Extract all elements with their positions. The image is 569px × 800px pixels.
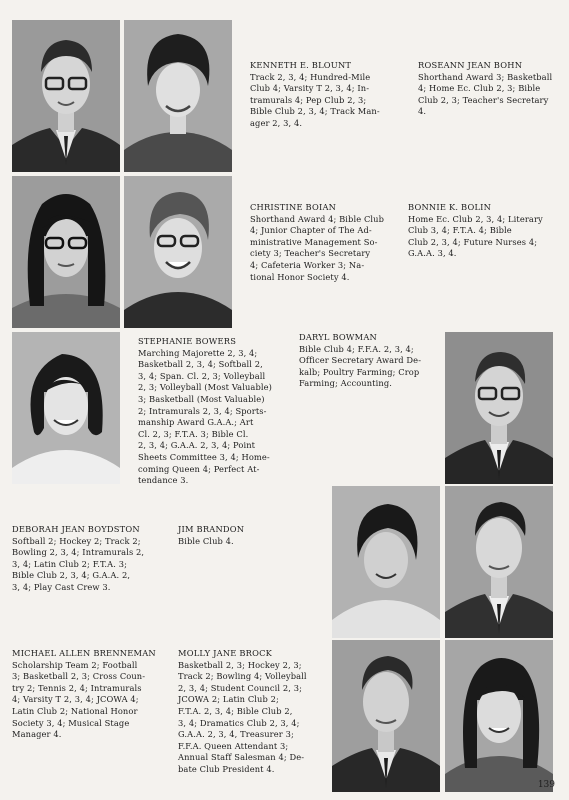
portrait-photo <box>12 20 120 172</box>
student-activities: Home Ec. Club 2, 3, 4; Literary Club 3, 4; F.T.A. 4; Bible Club 2, 3, 4; Future Nurses 4; G.A.A. 3, 4. <box>408 213 543 259</box>
student-entry <box>250 202 410 283</box>
student-activities: Shorthand Award 4; Bible Club 4; Junior Chapter of The Ad- ministrative Management So- ciety 3; Teacher's Secretary 4; Cafeteria Worker 3; Na- tional Honor Society 4. <box>250 213 385 282</box>
student-name: JIM BRANDON <box>178 524 245 534</box>
portrait-photo <box>445 486 553 638</box>
student-entry <box>299 332 439 390</box>
student-activities: Bible Club 4. <box>178 535 234 546</box>
portrait-photo <box>332 486 440 638</box>
student-name: MICHAEL ALLEN BRENNEMAN <box>12 648 156 658</box>
student-name: BONNIE K. BOLIN <box>408 202 492 212</box>
portrait-photo <box>12 176 120 328</box>
student-name: DEBORAH JEAN BOYDSTON <box>12 524 140 534</box>
page-number: 139 <box>537 780 555 790</box>
student-activities: Basketball 2, 3; Hockey 2, 3; Track 2; Bowling 4; Volleyball 2, 3, 4; Student Council 2, 3; JCOWA 2; Latin Club 2; F.T.A. 2, 3, 4; Bible Club 2, 3, 4; Dramatics Club 2, 3, 4; G.A.A. 2, 3, 4, Treasurer 3; F.F.A. Queen Attendant 3; Annual Staff Salesman 4; De- bate Club President 4. <box>178 659 307 774</box>
student-entry <box>408 202 558 260</box>
portrait-photo <box>12 332 120 484</box>
portrait-photo <box>332 640 440 792</box>
student-name: MOLLY JANE BROCK <box>178 648 273 658</box>
student-name: KENNETH E. BLOUNT <box>250 60 352 70</box>
student-activities: Softball 2; Hockey 2; Track 2; Bowling 2, 3, 4; Intramurals 2, 3, 4; Latin Club 2; F.T.A. 3; Bible Club 2, 3, 4; G.A.A. 2, 3, 4; Play Cast Crew 3. <box>12 535 145 592</box>
student-entry <box>178 524 318 547</box>
portrait-photo <box>445 332 553 484</box>
portrait-photo <box>124 176 232 328</box>
student-name: ROSEANN JEAN BOHN <box>418 60 523 70</box>
student-entry <box>250 60 410 130</box>
student-name: STEPHANIE BOWERS <box>138 336 237 346</box>
student-entry <box>418 60 558 118</box>
student-name: CHRISTINE BOIAN <box>250 202 337 212</box>
student-activities: Marching Majorette 2, 3, 4; Basketball 2, 3, 4; Softball 2, 3, 4; Span. Cl. 2, 3; Volleyball 2, 3; Volleyball (Most Valuable) 3; Basketball (Most Valuable) 2; Intramurals 2, 3, 4; Sports- manship Award G.A.A.; Art Cl. 2, 3; F.T.A. 3; Bible Cl. 2, 3, 4; G.A.A. 2, 3, 4; Point Sheets Committee 3, 4; Home- coming Queen 4; Perfect At- tendance 3. <box>138 347 272 486</box>
student-activities: Scholarship Team 2; Football 3; Basketball 2, 3; Cross Coun- try 2; Tennis 2, 4; Intramurals 4; Varsity T 2, 3, 4; JCOWA 4; Latin Club 2; National Honor Society 3, 4; Musical Stage Manager 4. <box>12 659 146 740</box>
student-activities: Track 2, 3, 4; Hundred-Mile Club 4; Varsity T 2, 3, 4; In- tramurals 4; Pep Club 2, 3; Bible Club 2, 3, 4; Track Man- ager 2, 3, 4. <box>250 71 380 128</box>
portrait-photo <box>124 20 232 172</box>
portrait-photo <box>445 640 553 792</box>
student-activities: Shorthand Award 3; Basketball 4; Home Ec. Club 2, 3; Bible Club 2, 3; Teacher's Secretary 4. <box>418 71 553 117</box>
student-name: DARYL BOWMAN <box>299 332 377 342</box>
student-activities: Bible Club 4; F.F.A. 2, 3, 4; Officer Secretary Award De- kalb; Poultry Farming; Crop Farming; Accounting. <box>299 343 422 389</box>
student-entry <box>12 648 167 741</box>
student-entry <box>138 336 288 487</box>
student-entry <box>178 648 328 776</box>
student-entry <box>12 524 167 594</box>
